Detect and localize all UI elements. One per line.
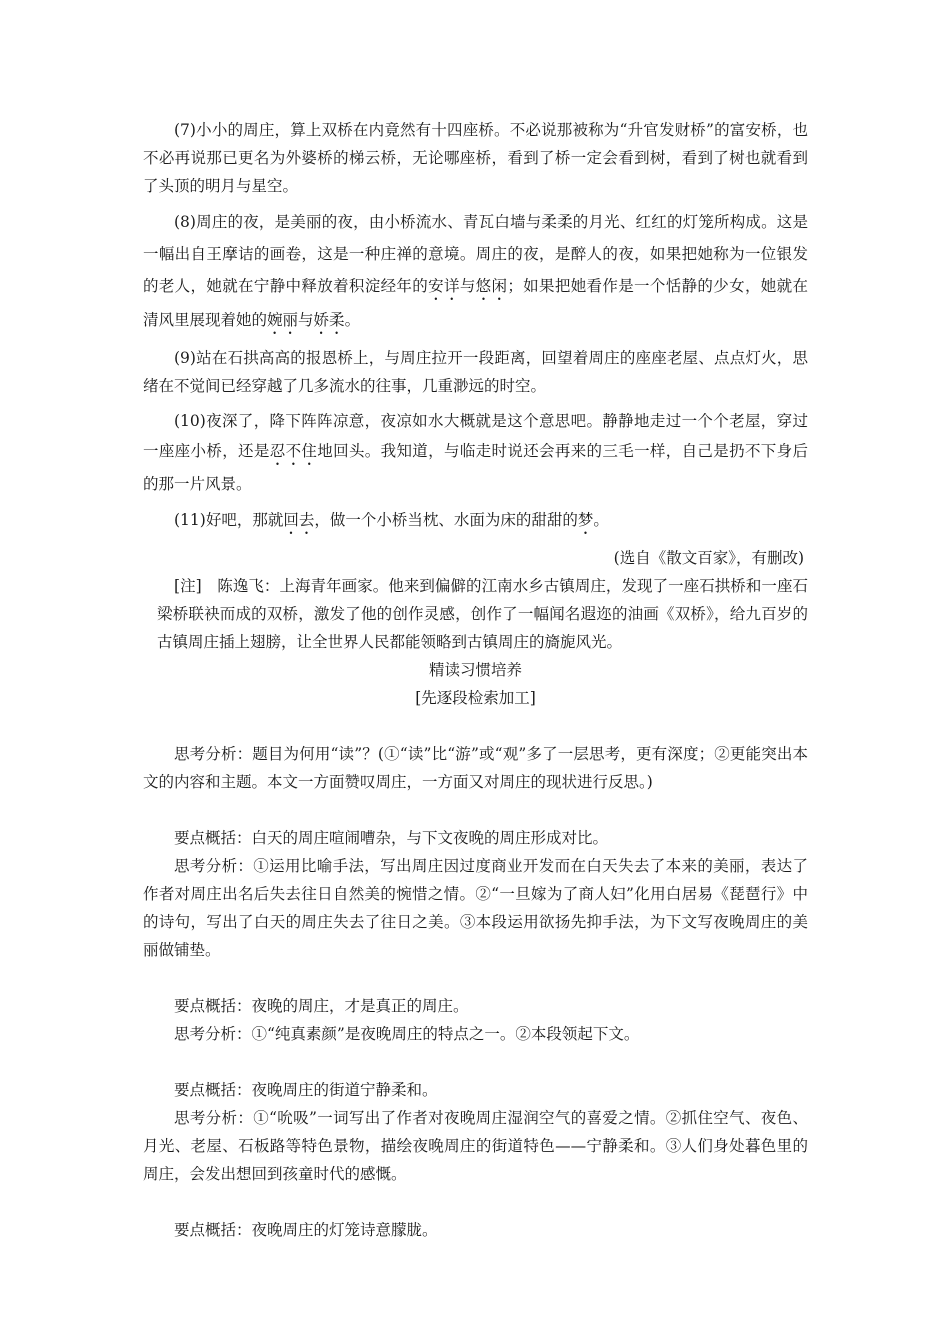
summary-paragraph-4: 要点概括：夜晚周庄的街道宁静柔和。 [174,1081,438,1099]
author-note: [注] 陈逸飞：上海青年画家。他来到偏僻的江南水乡古镇周庄，发现了一座石拱桥和一座石梁桥联袂而成的双桥，激发了他的创作灵感，创作了一幅闻名遐迩的油画《双桥》，给九百岁的古镇周庄插上翅膀，让全世界人民都能领略到古镇周庄的旖旎风光。 [157,577,808,651]
section-title: 精读习惯培养 [428,661,522,679]
document-body [143,116,808,1244]
paragraph-7: (7)小小的周庄，算上双桥在内竟然有十四座桥。不必说那被称为“升官发财桥”的富安桥，也不必再说那已更名为外婆桥的梯云桥，无论哪座桥，看到了桥一定会看到树，看到了树也就看到了头顶的明月与星空。 [143,121,808,195]
paragraph-10-text-a: (10)夜深了，降下阵阵凉意，夜凉如水大概就是这个意思吧。静静地走过一个个老屋，穿过一座座小桥，还是 [143,412,808,460]
summary-paragraph-5: 要点概括：夜晚周庄的灯笼诗意朦胧。 [174,1221,438,1239]
source-citation: (选自《散文百家》，有删改) [613,549,804,567]
paragraph-11-text-b: ，做一个小桥当枕、水面为床的甜甜的 [314,511,578,529]
paragraph-9: (9)站在石拱高高的报恩桥上，与周庄拉开一段距离，回望着周庄的座座老屋、点点灯火，思绪在不觉间已经穿越了几多流水的往事，几重渺远的时空。 [143,349,808,395]
analysis-paragraph-4: 思考分析：①“吮吸”一词写出了作者对夜晚周庄湿润空气的喜爱之情。②抓住空气、夜色、月光、老屋、石板路等特色景物，描绘夜晚周庄的街道特色——宁静柔和。③人们身处暮色里的周庄，会发出想回到孩童时代的感慨。 [143,1109,808,1183]
summary-paragraph-3: 要点概括：夜晚的周庄，才是真正的周庄。 [174,997,469,1015]
paragraph-8-text-c: ；如果把她看作是一个恬静的少女，她就在清风里展现着她的 [143,277,808,329]
paragraph-8-text-b: 与 [459,277,476,295]
paragraph-8-text-d: 与 [298,311,314,329]
analysis-title-question: 思考分析：题目为何用“读”？(①“读”比“游”或“观”多了一层思考，更有深度；②更能突出本文的内容和主题。本文一方面赞叹周庄，一方面又对周庄的现状进行反思。) [143,745,808,791]
emphasis-anxiang: 安详 [428,277,460,295]
emphasis-huiqu: 回去 [283,511,315,529]
section-subtitle: [先逐段检索加工] [415,689,536,707]
emphasis-wanli: 婉丽 [267,311,299,329]
paragraph-10 [143,406,808,499]
summary-paragraph-2: 要点概括：白天的周庄喧闹嘈杂，与下文夜晚的周庄形成对比。 [174,829,609,847]
paragraph-8-text-a: (8)周庄的夜，是美丽的夜，由小桥流水、青瓦白墙与柔柔的月光、红红的灯笼所构成。这是一幅出自王摩诘的画卷，这是一种庄禅的意境。周庄的夜，是醉人的夜，如果把她称为一位银发的老人，她就在宁静中释放着积淀经年的 [143,213,808,295]
paragraph-10-text-b: 地回头。我知道，与临走时说还会再来的三毛一样，自己是扔不下身后的那一片风景。 [143,442,808,493]
analysis-paragraph-3: 思考分析：①“纯真素颜”是夜晚周庄的特点之一。②本段领起下文。 [174,1025,640,1043]
paragraph-11-text-a: (11)好吧，那就 [174,511,284,529]
paragraph-8 [143,206,808,338]
emphasis-jiaorou: 娇柔 [313,311,345,329]
emphasis-meng: 梦 [577,511,594,529]
paragraph-11-text-c: 。 [593,511,609,529]
analysis-paragraph-2: 思考分析：①运用比喻手法，写出周庄因过度商业开发而在白天失去了本来的美丽，表达了作者对周庄出名后失去往日自然美的惋惜之情。②“一旦嫁为了商人妇”化用白居易《琵琶行》中的诗句，写出了白天的周庄失去了往日之美。③本段运用欲扬先抑手法，为下文写夜晚周庄的美丽做铺垫。 [143,857,808,959]
paragraph-8-text-e: 。 [344,311,361,329]
emphasis-renbuzhu: 忍不住 [269,442,318,460]
paragraph-11 [143,505,808,538]
emphasis-youxian: 悠闲 [475,277,508,295]
